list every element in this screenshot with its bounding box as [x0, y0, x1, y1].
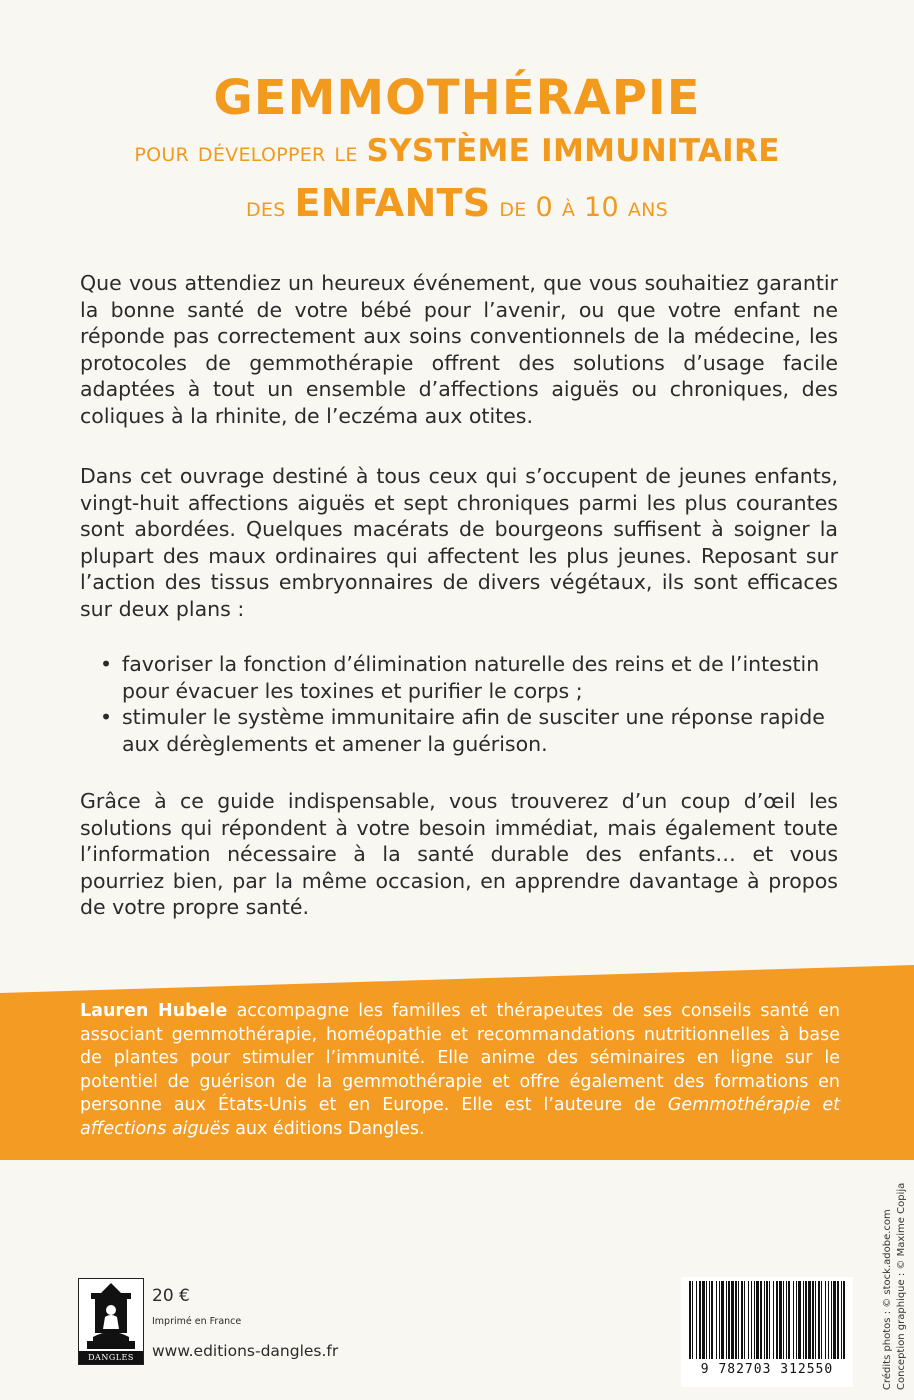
image-credits: [881, 1183, 909, 1390]
cover-title-block: [0, 70, 914, 233]
subtitle-line-2: [0, 178, 914, 233]
photo-credit: Crédits photos : © stock.adobe.com: [882, 1209, 893, 1390]
subtitle-emphasis-2: ENFANTS: [294, 181, 491, 225]
meditating-figure-icon: [79, 1279, 143, 1351]
publisher-website: www.editions-dangles.fr: [152, 1342, 339, 1360]
isbn-number: 9 782703 312550: [700, 1362, 834, 1377]
list-item: • stimuler le système immunitaire afin de susciter une réponse rapide aux dérèglements et amener la guérison.: [80, 704, 838, 757]
author-bio: [80, 1000, 840, 1141]
list-item: • favoriser la fonction d’élimination naturelle des reins et de l’intestin pour évacuer les toxines et purifier le corps ;: [80, 651, 838, 704]
benefit-list: [80, 651, 838, 757]
author-bio-end: aux éditions Dangles.: [229, 1118, 425, 1139]
printed-in: Imprimé en France: [152, 1316, 242, 1327]
design-credit: Conception graphique : © Maxime Copija: [896, 1182, 907, 1390]
author-other-book: Gemmothérapie et affections aiguës: [80, 1095, 840, 1139]
subtitle-line-1: [0, 126, 914, 178]
barcode-bars: [681, 1277, 853, 1361]
blurb-paragraph-1: Que vous attendiez un heureux événement, que vous souhaitiez garantir la bonne santé de votre bébé pour l’avenir, ou que votre enfant ne réponde pas correctement aux soins conventionnels de la médecine, les protocoles de gemmothérapie offrent des solutions d’usage facile adaptées à tout un ensemble d’affections aiguës ou chroniques, des coliques à la rhinite, de l’eczéma aux otites.: [80, 271, 838, 428]
author-bio-text: accompagne les familles et thérapeutes de ses conseils santé en associant gemmothérapie, homéopathie et recommandations nutritionnelles à base de plantes pour stimuler l’immunité. Elle anime des séminaires en ligne sur le potentiel de guérison de la gemmothérapie et offre également des formations en personne aux États-Unis et en Europe. Elle est l’auteure de: [80, 1001, 841, 1115]
blurb-paragraph-3: Grâce à ce guide indispensable, vous trouverez d’un coup d’œil les solutions qui répondent à votre besoin immédiat, mais également toute l’information nécessaire à la santé durable des enfants… et vous pourriez bien, par la même occasion, en apprendre davantage à propos de votre propre santé.: [80, 789, 838, 919]
book-title: GEMMOTHÉRAPIE: [213, 70, 701, 126]
subtitle-emphasis: SYSTÈME IMMUNITAIRE: [366, 133, 780, 169]
publisher-logo: [78, 1278, 144, 1365]
subtitle-prefix: pour développer le: [134, 137, 358, 168]
author-name: Lauren Hubele: [80, 1001, 228, 1021]
subtitle-prefix-2: des: [245, 192, 286, 223]
publisher-logo-label: DANGLES: [79, 1351, 143, 1364]
blurb-paragraph-2: Dans cet ouvrage destiné à tous ceux qui s’occupent de jeunes enfants, vingt-huit affections aiguës et sept chroniques parmi les plus courantes sont abordées. Quelques macérats de bourgeons suffisent à soigner la plupart des maux ordinaires qui affectent les plus jeunes. Reposant sur l’action des tissus embryonnaires de divers végétaux, ils sont efficaces sur deux plans :: [80, 464, 838, 621]
price: 20 €: [152, 1286, 190, 1306]
subtitle-suffix: de 0 à 10 ans: [499, 192, 669, 223]
